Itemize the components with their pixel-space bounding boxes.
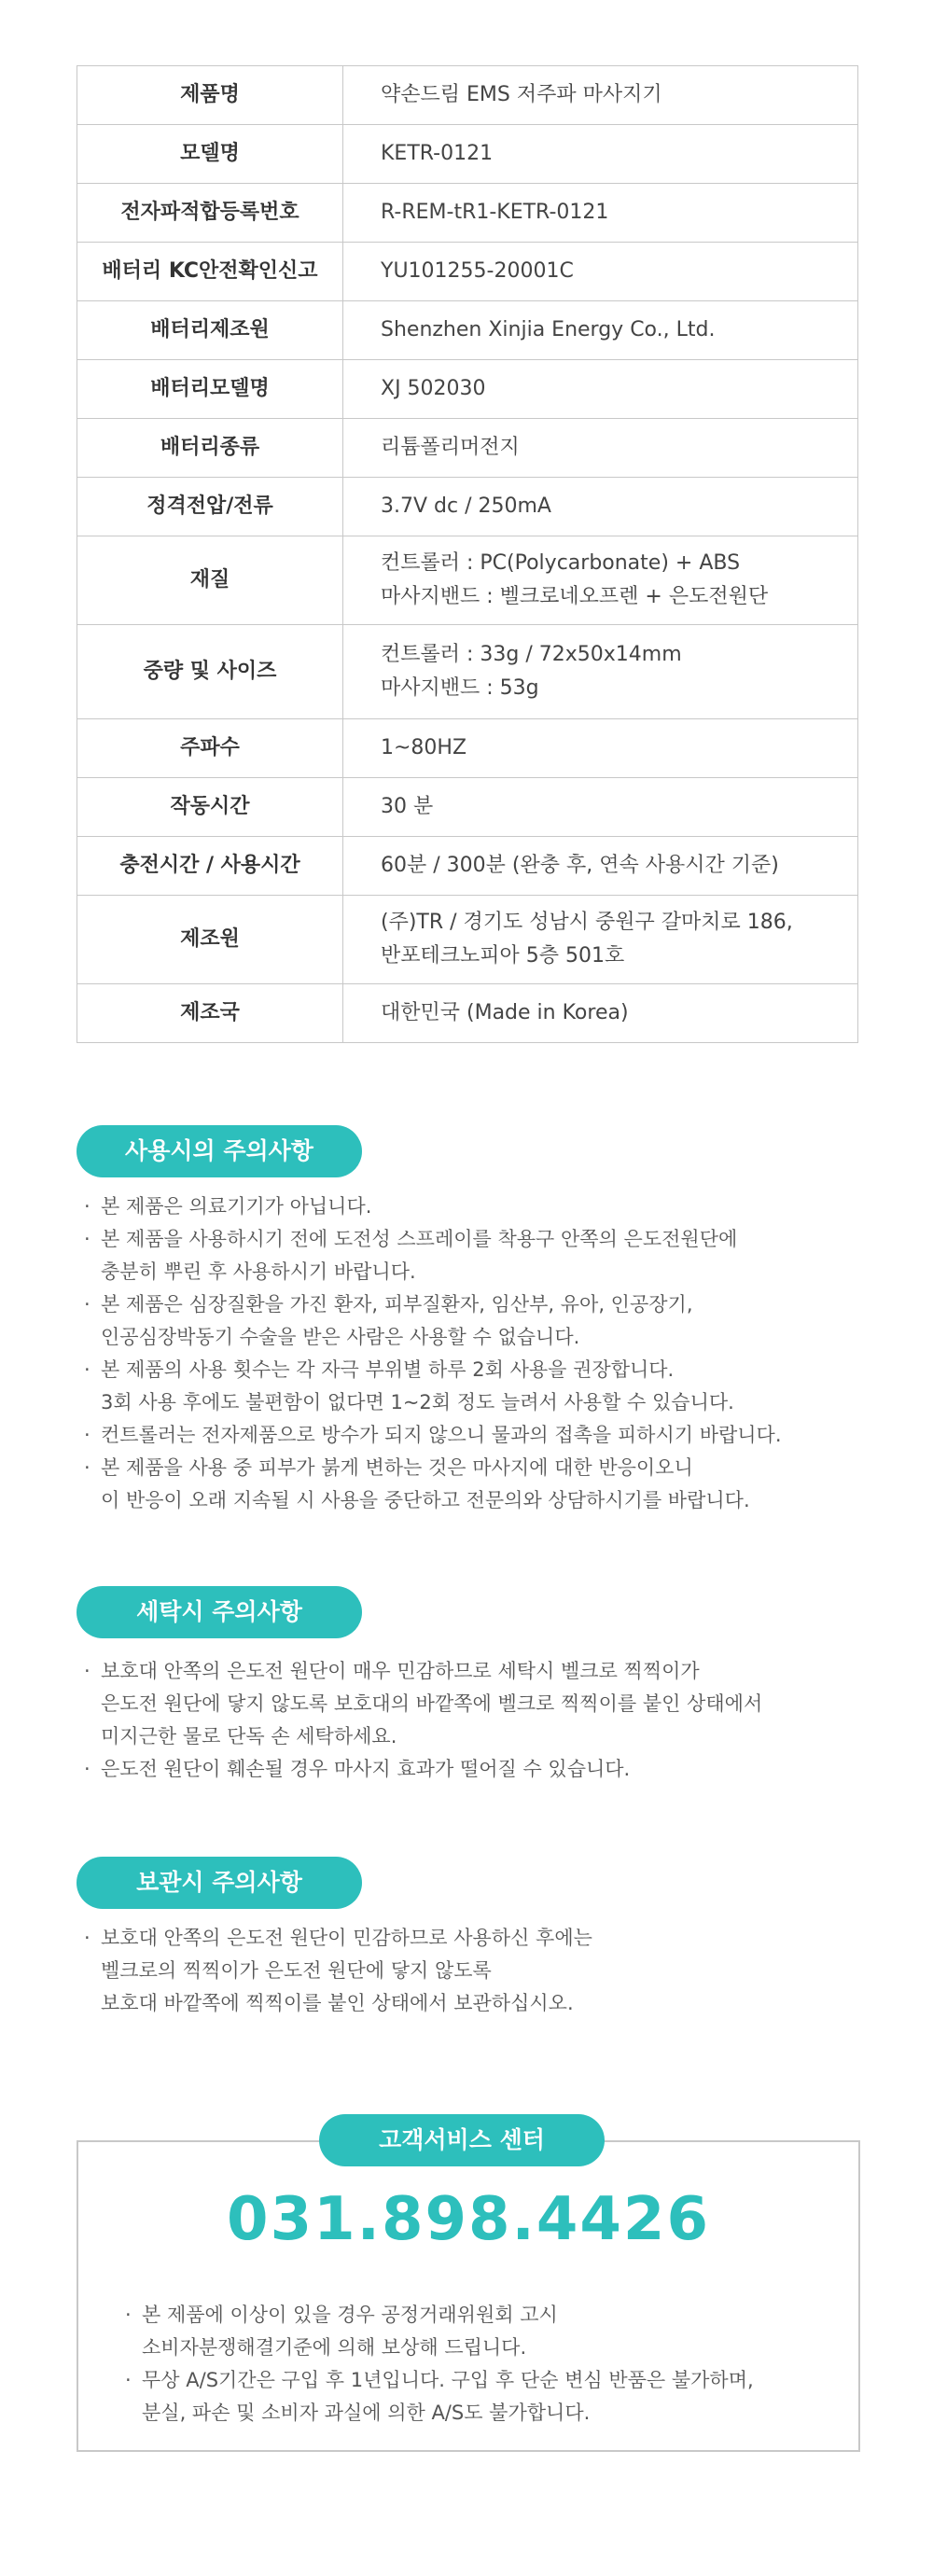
spec-label: 충전시간 / 사용시간 — [77, 837, 343, 896]
spec-value — [343, 184, 858, 243]
spec-value — [343, 778, 858, 837]
note-item — [80, 1191, 901, 1223]
spec-row — [77, 837, 858, 896]
spec-value-line: 1~80HZ — [381, 736, 467, 759]
spec-value-line: 30 분 — [381, 795, 434, 818]
note-item — [121, 2299, 830, 2364]
spec-label: 제조국 — [77, 984, 343, 1043]
note-item — [80, 1922, 901, 2020]
spec-label: 배터리모델명 — [77, 360, 343, 419]
spec-label: 배터리제조원 — [77, 301, 343, 360]
spec-value — [343, 66, 858, 125]
spec-row — [77, 66, 858, 125]
spec-value — [343, 125, 858, 184]
note-line: · 본 제품은 심장질환을 가진 환자, 피부질환자, 임산부, 유아, 인공장기, — [101, 1293, 693, 1316]
spec-label: 모델명 — [77, 125, 343, 184]
spec-value-line: 약손드림 EMS 저주파 마사지기 — [381, 83, 662, 106]
spec-value-line: KETR-0121 — [381, 142, 494, 165]
spec-row — [77, 125, 858, 184]
spec-row — [77, 719, 858, 778]
spec-value-line: 컨트롤러 : PC(Polycarbonate) + ABS — [381, 551, 741, 575]
spec-label: 제조원 — [77, 896, 343, 984]
spec-value-line: 마사지밴드 : 53g — [381, 676, 539, 700]
spec-row — [77, 184, 858, 243]
spec-row — [77, 301, 858, 360]
note-item — [80, 1655, 901, 1753]
customer-service-title: 고객서비스 센터 — [319, 2114, 605, 2166]
spec-row — [77, 243, 858, 301]
spec-label: 제품명 — [77, 66, 343, 125]
spec-label: 중량 및 사이즈 — [77, 625, 343, 719]
spec-table — [77, 65, 858, 1043]
storage-caution-list — [80, 1922, 901, 2020]
customer-service-notes — [121, 2299, 830, 2430]
spec-label: 배터리 KC안전확인신고 — [77, 243, 343, 301]
note-line: 인공심장박동기 수술을 받은 사람은 사용할 수 없습니다. — [101, 1326, 580, 1348]
spec-row — [77, 536, 858, 625]
note-item — [80, 1223, 901, 1288]
note-line: · 본 제품을 사용 중 피부가 붉게 변하는 것은 마사지에 대한 반응이오니 — [101, 1456, 693, 1479]
note-line: 미지근한 물로 단독 손 세탁하세요. — [101, 1725, 397, 1748]
spec-value-line: R-REM-tR1-KETR-0121 — [381, 201, 609, 224]
spec-value — [343, 984, 858, 1043]
note-line: · 본 제품을 사용하시기 전에 도전성 스프레이를 착용구 안쪽의 은도전원단에 — [101, 1228, 738, 1250]
storage-caution-title: 보관시 주의사항 — [77, 1857, 362, 1909]
note-line: · 본 제품의 사용 횟수는 각 자극 부위별 하루 2회 사용을 권장합니다. — [101, 1358, 675, 1381]
note-item — [80, 1419, 901, 1452]
washing-caution-title: 세탁시 주의사항 — [77, 1586, 362, 1638]
spec-value — [343, 536, 858, 625]
spec-value — [343, 719, 858, 778]
note-line: 보호대 바깥쪽에 찍찍이를 붙인 상태에서 보관하십시오. — [101, 1992, 574, 2014]
usage-caution-list — [80, 1191, 901, 1517]
washing-caution-list — [80, 1655, 901, 1786]
spec-label: 전자파적합등록번호 — [77, 184, 343, 243]
spec-row — [77, 360, 858, 419]
usage-caution-title: 사용시의 주의사항 — [77, 1125, 362, 1177]
spec-row — [77, 896, 858, 984]
spec-value-line: 리튬폴리머전지 — [381, 436, 520, 459]
spec-value — [343, 896, 858, 984]
note-line: · 은도전 원단이 훼손될 경우 마사지 효과가 떨어질 수 있습니다. — [101, 1758, 631, 1780]
customer-service-phone: 031.898.4426 — [227, 2185, 710, 2254]
spec-value-line: (주)TR / 경기도 성남시 중원구 갈마치로 186, — [381, 911, 793, 934]
spec-row — [77, 778, 858, 837]
spec-label: 주파수 — [77, 719, 343, 778]
spec-value-line: 60분 / 300분 (완충 후, 연속 사용시간 기준) — [381, 854, 779, 877]
note-line: · 무상 A/S기간은 구입 후 1년입니다. 구입 후 단순 변심 반품은 불가하며, — [142, 2369, 754, 2391]
note-line: 소비자분쟁해결기준에 의해 보상해 드립니다. — [142, 2336, 527, 2359]
spec-label: 작동시간 — [77, 778, 343, 837]
spec-value — [343, 625, 858, 719]
spec-value-line: 마사지밴드 : 벨크로네오프렌 + 은도전원단 — [381, 585, 769, 608]
note-line: 은도전 원단에 닿지 않도록 보호대의 바깥쪽에 벨크로 찍찍이를 붙인 상태에서 — [101, 1692, 763, 1715]
spec-value-line: 반포테크노피아 5층 501호 — [381, 944, 625, 968]
spec-label: 정격전압/전류 — [77, 478, 343, 536]
spec-row — [77, 984, 858, 1043]
spec-value-line: 컨트롤러 : 33g / 72x50x14mm — [381, 643, 682, 666]
note-item — [80, 1753, 901, 1786]
note-line: · 본 제품은 의료기기가 아닙니다. — [101, 1195, 372, 1218]
spec-value-line: 대한민국 (Made in Korea) — [381, 1001, 629, 1024]
note-item — [80, 1452, 901, 1517]
spec-value — [343, 301, 858, 360]
spec-value — [343, 478, 858, 536]
note-line: · 컨트롤러는 전자제품으로 방수가 되지 않으니 물과의 접촉을 피하시기 바랍니다. — [101, 1424, 782, 1446]
spec-value-line: XJ 502030 — [381, 377, 486, 400]
note-item — [80, 1354, 901, 1419]
spec-row — [77, 419, 858, 478]
spec-row — [77, 625, 858, 719]
note-line: · 보호대 안쪽의 은도전 원단이 매우 민감하므로 세탁시 벨크로 찍찍이가 — [101, 1660, 700, 1682]
spec-value — [343, 837, 858, 896]
spec-row — [77, 478, 858, 536]
note-line: 3회 사용 후에도 불편함이 없다면 1~2회 정도 늘려서 사용할 수 있습니다. — [101, 1391, 734, 1413]
spec-table-body — [77, 66, 858, 1043]
spec-value — [343, 360, 858, 419]
spec-label: 재질 — [77, 536, 343, 625]
note-line: · 보호대 안쪽의 은도전 원단이 민감하므로 사용하신 후에는 — [101, 1927, 592, 1949]
note-line: · 본 제품에 이상이 있을 경우 공정거래위원회 고시 — [142, 2304, 558, 2326]
spec-value — [343, 243, 858, 301]
note-item — [80, 1288, 901, 1354]
spec-value-line: Shenzhen Xinjia Energy Co., Ltd. — [381, 318, 716, 341]
note-line: 분실, 파손 및 소비자 과실에 의한 A/S도 불가합니다. — [142, 2402, 591, 2424]
spec-value-line: 3.7V dc / 250mA — [381, 494, 551, 518]
note-line: 벨크로의 찍찍이가 은도전 원단에 닿지 않도록 — [101, 1959, 492, 1982]
note-line: 충분히 뿌린 후 사용하시기 바랍니다. — [101, 1260, 416, 1283]
spec-value-line: YU101255-20001C — [381, 259, 574, 283]
note-line: 이 반응이 오래 지속될 시 사용을 중단하고 전문의와 상담하시기를 바랍니다. — [101, 1489, 750, 1511]
note-item — [121, 2364, 830, 2430]
spec-value — [343, 419, 858, 478]
spec-label: 배터리종류 — [77, 419, 343, 478]
